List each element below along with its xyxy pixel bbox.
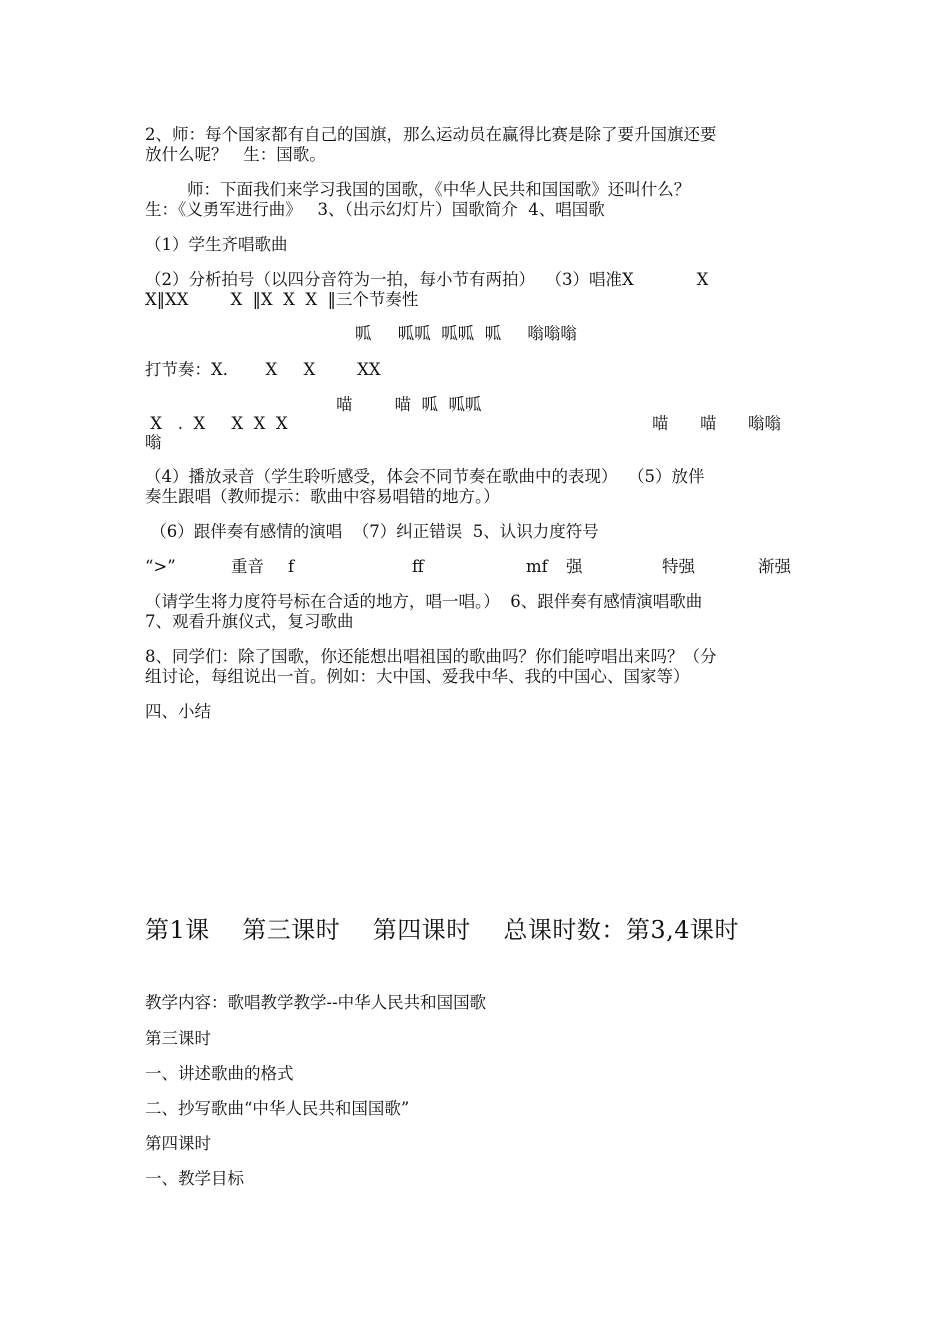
fourth-lesson-title: 第四课时 — [145, 1134, 211, 1153]
dynamic-accent-symbol: “>” — [145, 557, 176, 576]
paragraph-9-line-1: 8、同学们：除了国歌，你还能想出唱祖国的歌曲吗？你们能哼唱出来吗？（分 — [145, 647, 717, 666]
paragraph-8-line-1: （请学生将力度符号标在合适的地方，唱一唱。） 6、跟伴奏有感情演唱歌曲 — [145, 592, 703, 611]
dynamic-f: f — [288, 557, 295, 576]
paragraph-4: （1）学生齐唱歌曲 — [145, 235, 288, 254]
dynamic-strong: 强 — [566, 557, 583, 576]
paragraph-6-line-1: （4）播放录音（学生聆听感受，体会不同节奏在歌曲中的表现） （5）放伴 — [145, 467, 705, 486]
paragraph-8-line-2: 7、观看升旗仪式，复习歌曲 — [145, 612, 354, 631]
teaching-content: 教学内容：歌唱教学教学--中华人民共和国国歌 — [145, 993, 487, 1012]
fourth-lesson-item-1: 一、教学目标 — [145, 1169, 244, 1188]
tap-rhythm-line: 打节奏：X． X X XX — [145, 360, 381, 379]
rhythm-words-line-1: 呱 呱呱 呱呱 呱 嗡嗡嗡 — [355, 324, 577, 343]
third-lesson-item-1: 一、讲述歌曲的格式 — [145, 1064, 294, 1083]
third-lesson-item-2: 二、抄写歌曲“中华人民共和国国歌” — [145, 1099, 410, 1118]
paragraph-7: （6）跟伴奏有感情的演唱 （7）纠正错误 5、认识力度符号 — [145, 522, 599, 541]
paragraph-2-line-1: 2、师：每个国家都有自己的国旗，那么运动员在赢得比赛是除了要升国旗还要 — [145, 125, 717, 144]
dynamic-mf: mf — [526, 557, 548, 576]
rhythm-words-line-2: 喵 喵 呱 呱呱 — [336, 395, 482, 414]
paragraph-5-line-2: X‖XX X ‖X X X ‖三个节奏性 — [145, 290, 419, 309]
paragraph-6-line-2: 奏生跟唱（教师提示：歌曲中容易唱错的地方。） — [145, 487, 500, 506]
lesson-heading: 第1课 第三课时 第四课时 总课时数：第3,4课时 — [145, 916, 739, 944]
rhythm-words-line-3: 喵 喵 嗡嗡 — [652, 414, 781, 433]
section-summary: 四、小结 — [145, 702, 211, 721]
dynamic-very-strong: 特强 — [662, 557, 695, 576]
paragraph-3-line-2: 生：《义勇军进行曲》 3、（出示幻灯片）国歌简介 4、唱国歌 — [145, 200, 605, 219]
paragraph-5-line-1: （2）分析拍号（以四分音符为一拍，每小节有两拍） （3）唱准X X — [145, 270, 709, 289]
dynamic-accent-label: 重音 — [231, 557, 264, 576]
paragraph-2-line-2: 放什么呢？ 生：国歌。 — [145, 145, 326, 164]
paragraph-9-line-2: 组讨论，每组说出一首。例如：大中国、爱我中华、我的中国心、国家等） — [145, 667, 690, 686]
rhythm-notation-line: X . X X X X — [145, 414, 288, 433]
dynamic-ff: ff — [412, 557, 424, 576]
paragraph-3-line-1: 师：下面我们来学习我国的国歌，《中华人民共和国国歌》还叫什么？ — [145, 180, 691, 199]
third-lesson-title: 第三课时 — [145, 1029, 211, 1048]
rhythm-words-tail: 嗡 — [145, 433, 162, 452]
dynamic-crescendo: 渐强 — [758, 557, 791, 576]
